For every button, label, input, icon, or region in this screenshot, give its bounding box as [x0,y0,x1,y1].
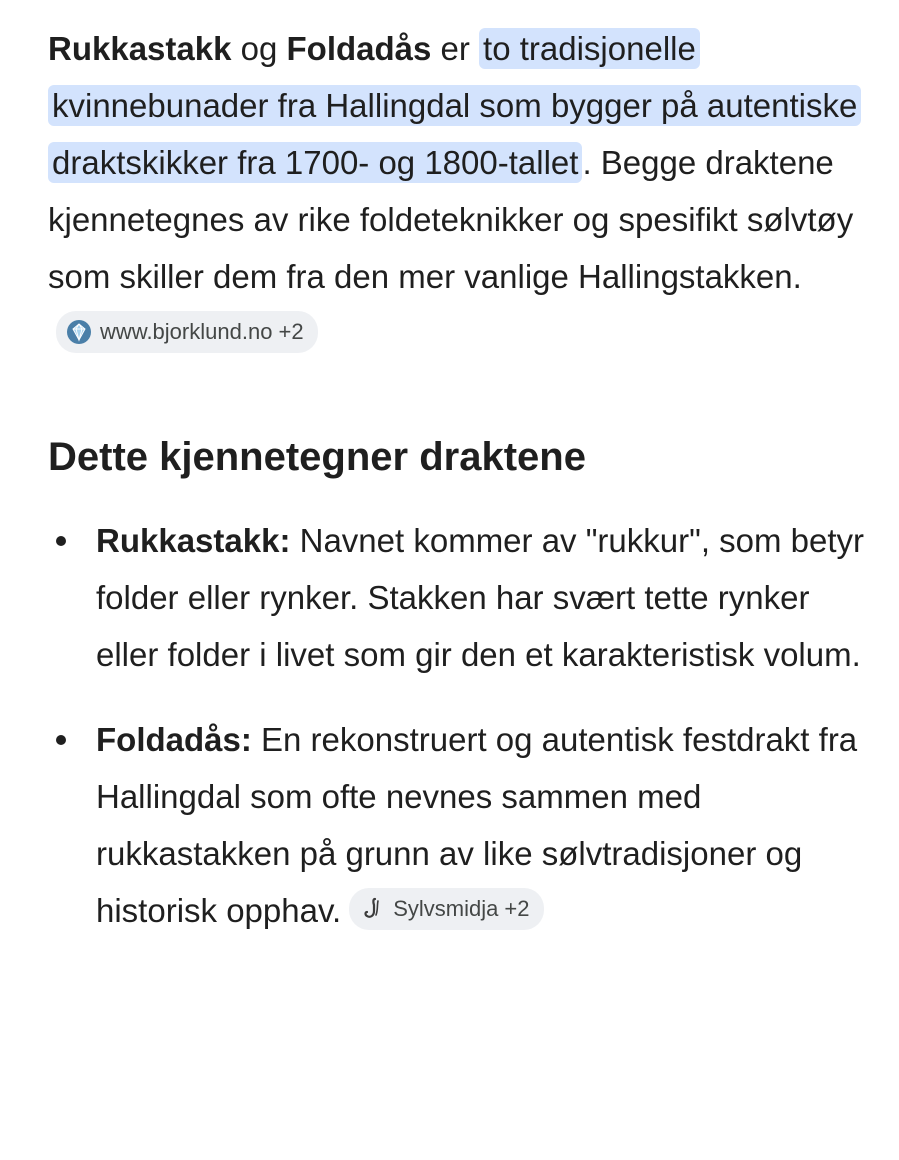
intro-joiner: og [231,30,287,67]
intro-rest: . Begge draktene kjennetegnes av rike foldeteknikker og spesifikt sølvtøy som skiller dem fra den mer vanlige Hallingstakken. [48,144,854,295]
bullet-text: Navnet kommer av "rukkur", som betyr folder eller rynker. Stakken har svært tette rynker eller folder i livet som gir den et karakteristisk volum. [96,522,865,673]
section-heading: Dette kjennetegner draktene [48,435,586,479]
intro-verb: er [431,30,480,67]
intro-paragraph [48,20,868,362]
source-chip-label: Sylvsmidja +2 [393,896,530,922]
highlighted-text[interactable]: to tradisjonelle kvinnebunader fra Hallingdal som bygger på autentiske draktskikker fra 1700- og 1800-tallet [48,28,861,183]
list-item [48,711,868,939]
intro-term-foldadas: Foldadås [286,30,432,67]
bullet-term: Foldadås: [96,721,252,758]
bullet-dot [56,735,66,745]
globe-icon [66,319,92,345]
bullet-dot [56,536,66,546]
list-item [48,512,868,683]
bullet-list [48,512,868,939]
intro-term-rukkastakk: Rukkastakk [48,30,232,67]
bullet-term: Rukkastakk: [96,522,291,559]
sylvsmidja-logo-icon [359,896,385,922]
source-chip-bjorklund[interactable] [56,311,318,353]
bullet-text: En rekonstruert og autentisk festdrakt fra Hallingdal som ofte nevnes sammen med rukkastakken på grunn av like sølvtradisjoner og historisk opphav. [96,721,858,929]
source-chip-sylvsmidja[interactable] [349,888,543,930]
answer-content [48,20,868,967]
source-chip-label: www.bjorklund.no +2 [100,319,304,345]
